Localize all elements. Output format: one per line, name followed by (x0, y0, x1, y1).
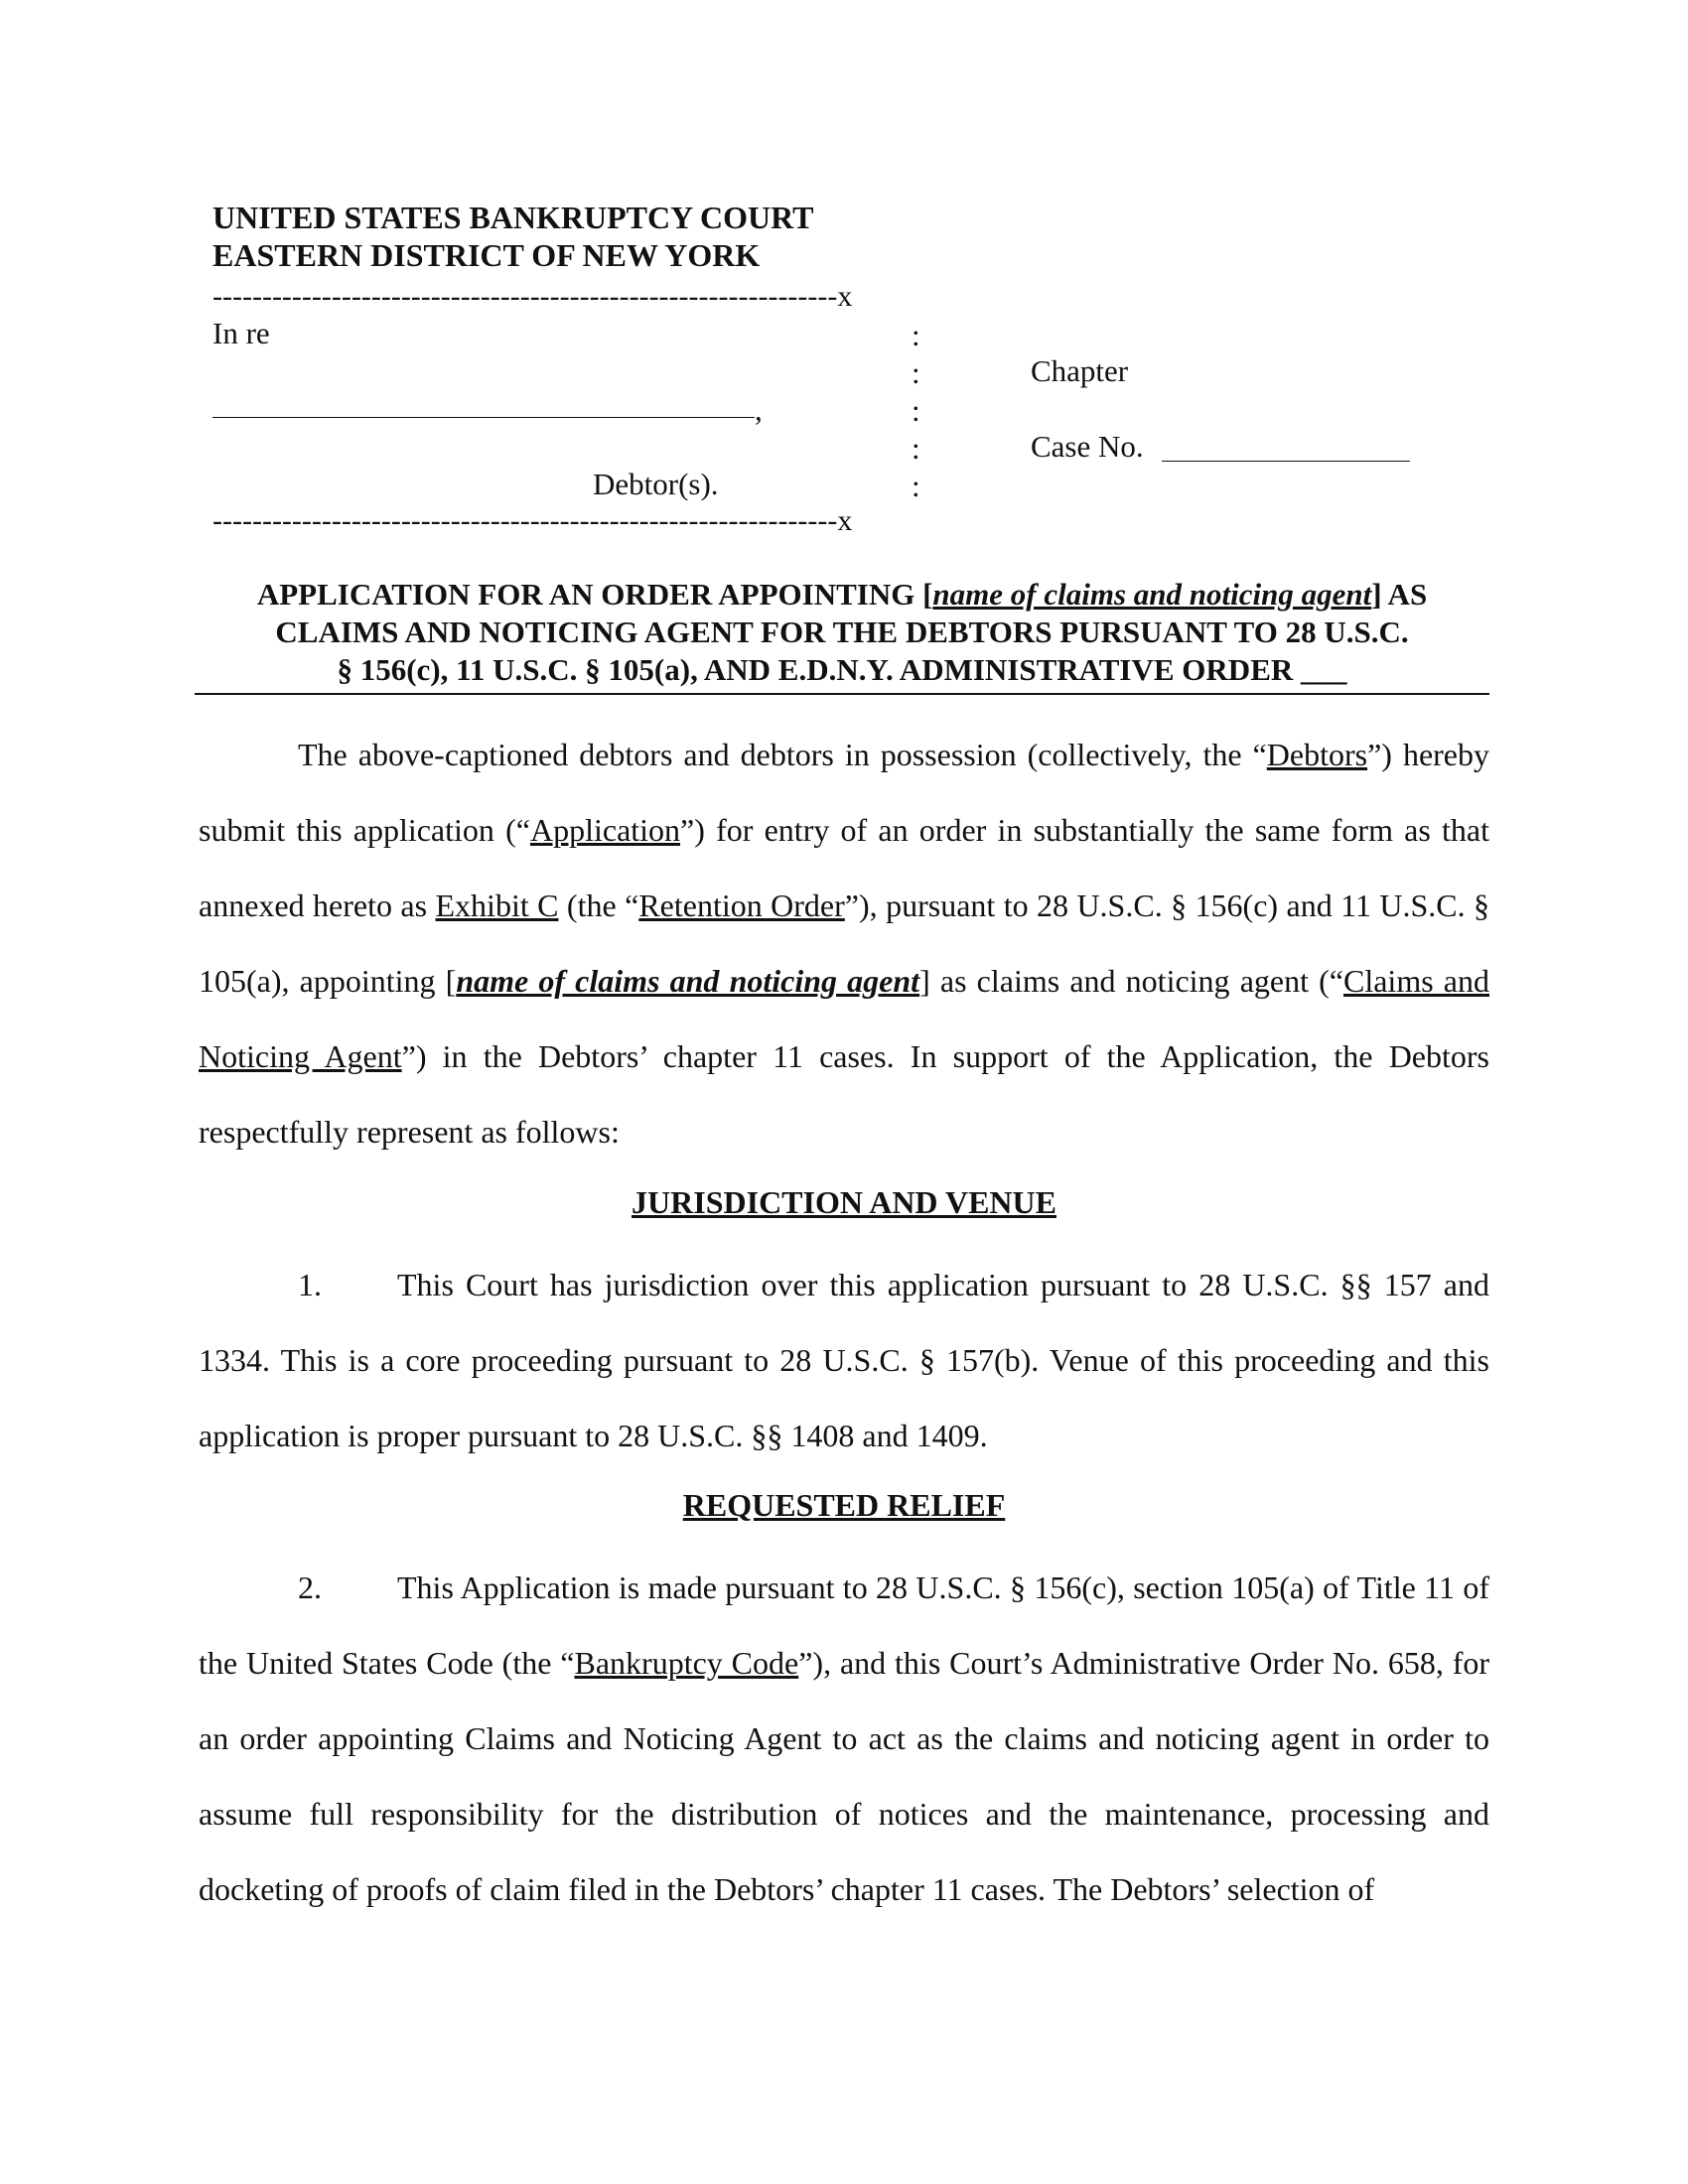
title-line-3: § 156(c), 11 U.S.C. § 105(a), AND E.D.N.Y. ADMINISTRATIVE ORDER ___ (337, 652, 1347, 687)
caption-colon: : (912, 318, 920, 352)
defined-term-application: Application (529, 812, 681, 848)
paragraph-number: 1. (298, 1267, 322, 1302)
text-run: ”), pursuant to 28 U.S.C. § 156(c) and 11 U.S.C. § 105(a), appointing [ (199, 887, 1490, 999)
debtors-label: Debtor(s). (593, 467, 719, 501)
text-run: ”), and this Court’s Administrative Order No. 658, for an order appointing Claims and Noticing Agent to act as the claims and noticing agent in order to assume full responsibility for the distribution of notices and the maintenance, processing and docketing of proofs of claim filed in the Debtors’ chapter 11 cases. The Debtors’ selection of (199, 1645, 1489, 1907)
case-no-label: Case No. (1031, 429, 1144, 464)
text-run: (the “ (558, 887, 639, 923)
text-run: ] as claims and noticing agent (“ (919, 963, 1343, 999)
paragraph-number: 2. (298, 1570, 322, 1605)
intro-paragraph (199, 717, 1489, 1169)
heading-jurisdiction: JURISDICTION AND VENUE (632, 1184, 1056, 1220)
title-text: ] AS (1371, 577, 1428, 612)
court-district: EASTERN DISTRICT OF NEW YORK (212, 237, 761, 273)
exhibit-reference: Exhibit C (435, 887, 559, 923)
in-re-label: In re (212, 316, 270, 350)
caption-colon: : (912, 431, 920, 466)
document-title (195, 576, 1489, 689)
text-run: ”) for entry of an order in substantially the same form as that annexed hereto as (199, 812, 1489, 923)
text-run: ”) hereby submit this application (“ (199, 737, 1490, 848)
paragraph-1 (199, 1247, 1489, 1473)
caption-rule-top: ---------------------------------------------------------------x (212, 280, 853, 313)
case-no-blank (1162, 461, 1410, 462)
defined-term-bankruptcy-code: Bankruptcy Code (574, 1645, 799, 1681)
title-text: APPLICATION FOR AN ORDER APPOINTING [ (256, 577, 933, 612)
text-run: This Court has jurisdiction over this application pursuant to 28 U.S.C. §§ 157 and 1334. This is a core proceeding pursuant to 28 U.S.C. § 157(b). Venue of this proceeding and this application is proper pursuant to 28 U.S.C. §§ 1408 and 1409. (199, 1267, 1489, 1453)
chapter-label: Chapter (1031, 353, 1129, 388)
text-run: The above-captioned debtors and debtors in possession (collectively, the “ (298, 737, 1267, 772)
caption-colon: : (912, 393, 920, 428)
text-run: ”) in the Debtors’ chapter 11 cases. In support of the Application, the Debtors respectfully represent as follows: (199, 1038, 1490, 1150)
defined-term-claims-agent: Claims and Noticing Agent (199, 963, 1489, 1074)
caption-colon: : (912, 355, 920, 390)
caption-rule-bottom: ---------------------------------------------------------------x (212, 504, 853, 537)
court-name: UNITED STATES BANKRUPTCY COURT (212, 200, 814, 235)
defined-term-retention-order: Retention Order (638, 887, 845, 923)
title-underline (195, 693, 1489, 695)
paragraph-2 (199, 1550, 1489, 1927)
heading-requested-relief: REQUESTED RELIEF (682, 1487, 1006, 1523)
agent-name-placeholder: name of claims and noticing agent (932, 577, 1372, 612)
debtor-name-blank (212, 417, 755, 418)
caption-colon: : (912, 469, 920, 503)
title-line-1 (195, 576, 1489, 614)
defined-term-debtors: Debtors (1266, 737, 1368, 772)
text-run: This Application is made pursuant to 28 U.S.C. § 156(c), section 105(a) of Title 11 of the United States Code (the “ (199, 1570, 1489, 1681)
agent-name-placeholder: name of claims and noticing agent (456, 963, 920, 999)
debtor-name-comma: , (755, 392, 763, 427)
title-line-2: CLAIMS AND NOTICING AGENT FOR THE DEBTORS PURSUANT TO 28 U.S.C. (275, 614, 1409, 649)
